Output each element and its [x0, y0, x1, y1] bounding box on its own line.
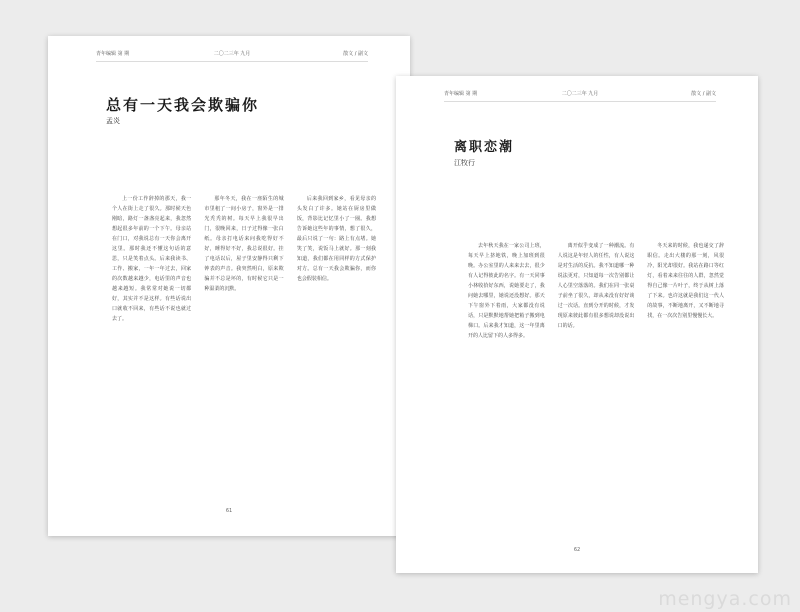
header-date: 二〇二三年 九月	[213, 51, 251, 57]
header-section: 散文 / 副文	[343, 51, 368, 57]
article-body	[468, 241, 724, 561]
header-divider	[96, 61, 368, 62]
right-page	[396, 76, 758, 573]
running-header	[96, 50, 368, 60]
text-column-2	[204, 194, 283, 504]
text-column-1	[112, 194, 191, 504]
page-number: 61	[225, 508, 233, 514]
header-section: 散文 / 副文	[691, 91, 716, 97]
text-column-1	[468, 241, 545, 561]
paragraph: 那年冬天，我在一座陌生的城市里租了一间小房子，窗外是一排光秃秃的树。每天早上我很早出门，很晚回来，日子过得像一张白纸。母亲打电话来问我吃得好不好，睡得好不好，我总说很好。挂了电话以后，屋子里安静得只剩下钟表的声音。我突然明白，原来欺骗并不总是坏的，有时候它只是一种温柔的沉默。	[204, 196, 284, 292]
article-author: 孟炎	[106, 117, 120, 125]
header-journal: 青年编辑 第 期	[444, 91, 478, 97]
header-journal: 青年编辑 第 期	[96, 51, 130, 57]
text-column-2	[558, 241, 635, 561]
article-body	[112, 194, 376, 504]
page-number: 62	[573, 547, 581, 553]
paragraph: 上一份工作辞掉的那天，我一个人在街上走了很久。那时候天色刚暗，路灯一盏盏亮起来，我忽然想起很多年前的一个下午。母亲站在门口，对我说总有一天你会离开这里。那时我还不懂这句话的意思，只是笑着点头。后来我读书、工作、搬家，一年一年过去，回家的次数越来越少，电话里的声音也越来越短。我常常对她说一切都好，其实并不是这样。有些话说出口就收不回来，有些话不说也就过去了。	[112, 196, 192, 322]
watermark: mengya.com	[658, 588, 792, 610]
header-divider	[444, 101, 716, 102]
header-date: 二〇二三年 九月	[561, 91, 599, 97]
article-title: 总有一天我会欺骗你	[106, 96, 260, 114]
article-author: 江牧行	[454, 159, 475, 167]
paragraph: 冬天来的时候，我也递交了辞职信。走出大楼的那一刻，风很冷，阳光却很好。我站在路口等红灯，看着来来往往的人群，忽然觉得自己像一片叶子，终于从树上落了下来。也许这就是我们这一代人的故事，不断地离开，又不断地寻找，在一次次告别里慢慢长大。	[647, 243, 724, 319]
text-column-3	[297, 194, 376, 504]
paragraph: 去年秋天我在一家公司上班，每天早上挤地铁，晚上加班到很晚。办公室里的人来来去去，很少有人记得彼此的名字。有一天同事小林收拾好东西，说她要走了，我问她去哪里，她说还没想好。那天下午窗外下着雨，大家都没有说话，只是默默地帮她把箱子搬到电梯口。后来我才知道，这一年里离开的人比留下的人多得多。	[468, 243, 545, 339]
paragraph: 离开似乎变成了一种潮流。有人说这是年轻人的任性，有人说这是对生活的反抗。我不知道哪一种说法更对，只知道每一次告别都让人心里空落落的。我们在同一张桌子前坐了很久，却从来没有好好谈过一次话。直到分开的时候，才发现原来彼此都有很多想说却没说出口的话。	[557, 243, 635, 329]
text-column-3	[647, 241, 724, 561]
paragraph: 后来我回到家乡，看见母亲的头发白了许多。她站在厨房里做饭，背影比记忆里小了一圈。我想告诉她这些年的事情，想了很久，最后只说了一句：路上有点堵。她笑了笑，说饭马上就好。那一刻我知道，我们都在用同样的方式保护对方。总有一天我会欺骗你，而你也会假装相信。	[296, 196, 376, 282]
article-title: 离职恋潮	[454, 140, 515, 155]
running-header	[444, 90, 716, 100]
left-page	[48, 36, 410, 536]
